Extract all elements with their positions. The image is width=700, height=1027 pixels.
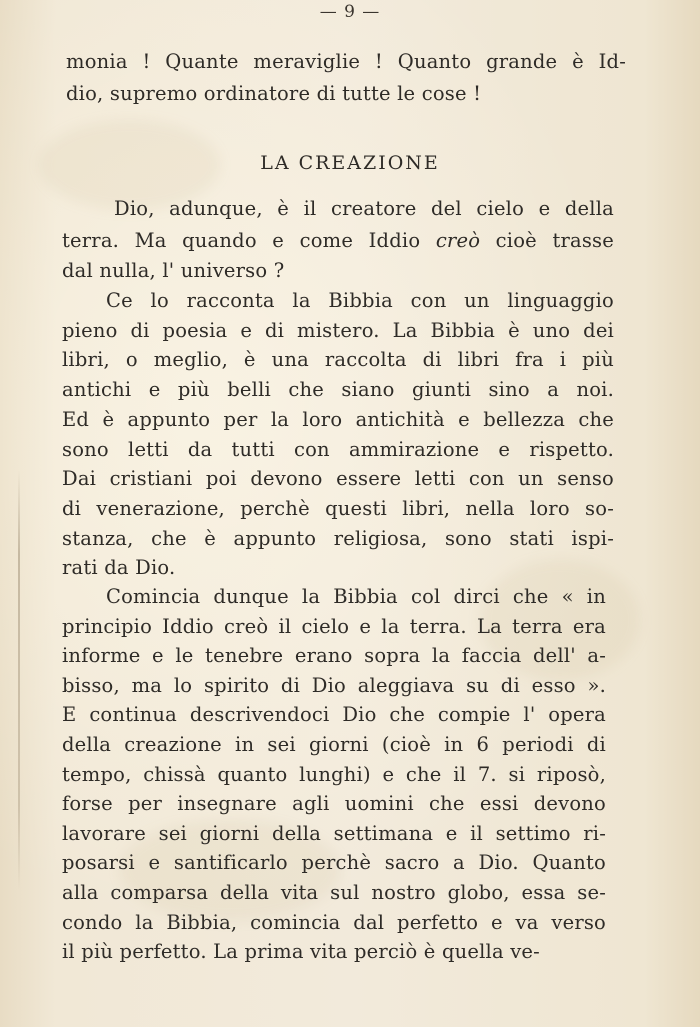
text-line: stanza, che è appunto religiosa, sono stati ispi- <box>62 526 614 550</box>
text-span: cioè trasse <box>480 229 614 252</box>
text-line: pieno di poesia e di mistero. La Bibbia è uno dei <box>62 318 614 342</box>
text-line: Ce lo racconta la Bibbia con un linguaggio <box>106 289 614 312</box>
text-line: monia ! Quante meraviglie ! Quanto grande è Id- <box>66 50 626 73</box>
text-line: E continua descrivendoci Dio che compie l' opera <box>62 703 606 727</box>
text-line: libri, o meglio, è una raccolta di libri fra i più <box>62 348 614 372</box>
text-line: informe e le tenebre erano sopra la faccia dell' a- <box>62 644 606 668</box>
text-line: bisso, ma lo spirito di Dio aleggiava su di esso ». <box>62 673 606 697</box>
text-line: il più perfetto. La prima vita perciò è quella ve- <box>62 940 540 964</box>
text-line: antichi e più belli che siano giunti sino a noi. <box>62 378 614 402</box>
text-line: dio, supremo ordinatore di tutte le cose ! <box>66 82 482 105</box>
text-line: forse per insegnare agli uomini che essi devono <box>62 792 606 816</box>
text-line: dal nulla, l' universo ? <box>62 259 285 282</box>
page-number: — 9 — <box>319 2 381 22</box>
text-line: tempo, chissà quanto lunghi) e che il 7. si riposò, <box>62 762 606 786</box>
page-fold-line <box>18 470 20 890</box>
text-line: Dio, adunque, è il creatore del cielo e della <box>114 197 614 220</box>
text-line: alla comparsa della vita sul nostro globo, essa se- <box>62 881 606 904</box>
text-line: rati da Dio. <box>62 556 176 580</box>
italic-word: creò <box>435 229 481 252</box>
text-line: lavorare sei giorni della settimana e il settimo ri- <box>62 821 606 845</box>
text-line: Dai cristiani poi devono essere letti con un senso <box>62 467 614 491</box>
text-line: posarsi e santificarlo perchè sacro a Dio. Quanto <box>62 851 606 875</box>
text-line: Ed è appunto per la loro antichità e bellezza che <box>62 407 614 431</box>
text-line <box>62 229 614 252</box>
text-line: Comincia dunque la Bibbia col dirci che « in <box>106 585 606 608</box>
text-line: della creazione in sei giorni (cioè in 6 periodi di <box>62 733 606 756</box>
text-line: sono letti da tutti con ammirazione e rispetto. <box>62 437 614 461</box>
text-span: terra. Ma quando e come Iddio <box>62 229 436 252</box>
chapter-title: LA CREAZIONE <box>260 152 440 174</box>
text-line: principio Iddio creò il cielo e la terra. La terra era <box>62 614 606 638</box>
text-line: condo la Bibbia, comincia dal perfetto e va verso <box>62 910 606 934</box>
text-line: di venerazione, perchè questi libri, nella loro so- <box>62 496 614 520</box>
